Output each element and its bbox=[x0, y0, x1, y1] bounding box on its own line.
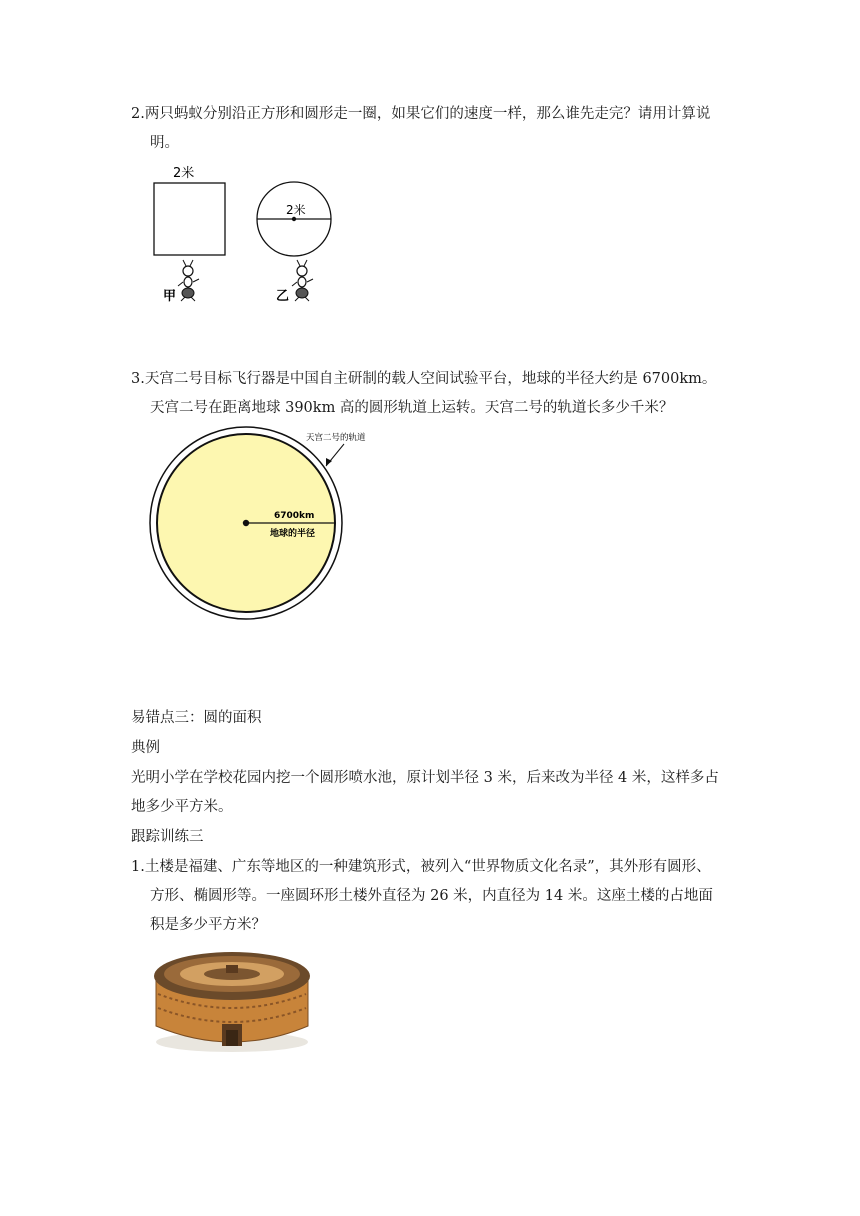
radius-value-label: 6700km bbox=[274, 511, 315, 521]
tulou-image bbox=[152, 946, 312, 1056]
ant-b-label: 乙 bbox=[276, 289, 290, 304]
q3-text-line1: 3.天宫二号目标飞行器是中国自主研制的载人空间试验平台，地球的半径大约是 6700km。 bbox=[131, 371, 717, 387]
example-text-line2: 地多少平方米。 bbox=[131, 799, 233, 815]
example-text-line1: 光明小学在学校花园内挖一个圆形喷水池，原计划半径 3 米，后来改为半径 4 米，这样多占 bbox=[131, 770, 719, 786]
q2-figure bbox=[140, 160, 360, 310]
square-shape bbox=[154, 183, 225, 255]
ant-b-icon bbox=[292, 260, 313, 301]
practice-heading: 跟踪训练三 bbox=[131, 829, 204, 845]
ant-a-label: 甲 bbox=[163, 289, 177, 304]
practice1-text-line1: 1.土楼是福建、广东等地区的一种建筑形式，被列入“世界物质文化名录”，其外形有圆形、 bbox=[131, 859, 711, 875]
example-heading: 典例 bbox=[131, 740, 160, 756]
practice1-text-line2: 方形、椭圆形等。一座圆环形土楼外直径为 26 米，内直径为 14 米。这座土楼的占地面 bbox=[150, 888, 713, 904]
ant-a-icon bbox=[178, 260, 199, 301]
orbit-label: 天宫二号的轨道 bbox=[306, 433, 366, 443]
practice1-text-line3: 积是多少平方米？ bbox=[150, 917, 266, 933]
q2-text-line1: 2.两只蚂蚁分别沿正方形和圆形走一圈，如果它们的速度一样，那么谁先走完？请用计算说 bbox=[131, 106, 711, 122]
section-title: 易错点三：圆的面积 bbox=[131, 710, 262, 726]
q2-text-line2: 明。 bbox=[150, 135, 179, 151]
radius-caption: 地球的半径 bbox=[270, 529, 316, 539]
square-side-label: 2米 bbox=[173, 166, 195, 181]
earth-orbit-figure bbox=[150, 427, 390, 627]
q3-text-line2: 天宫二号在距离地球 390km 高的圆形轨道上运转。天宫二号的轨道长多少千米？ bbox=[150, 400, 674, 416]
circle-diameter-label: 2米 bbox=[286, 203, 306, 217]
